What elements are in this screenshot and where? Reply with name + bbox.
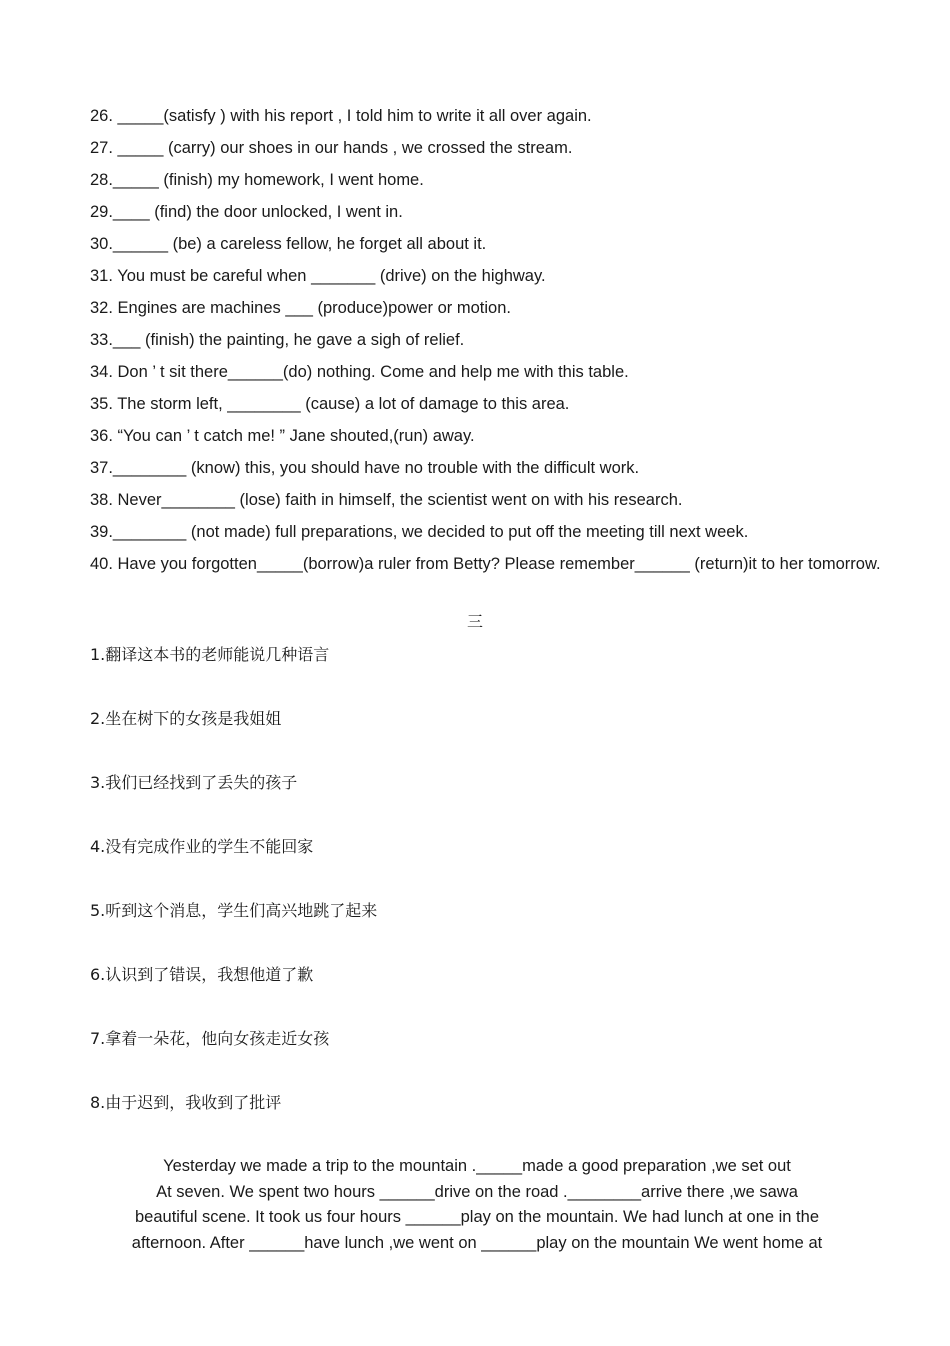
translation-item-2: 2.坐在树下的女孩是我姐姐	[90, 709, 282, 728]
translation-item-8: 8.由于迟到，我收到了批评	[90, 1093, 282, 1112]
exercise-item-27: 27. _____ (carry) our shoes in our hands , we crossed the stream.	[90, 139, 573, 157]
exercise-item-37: 37.________ (know) this, you should have no trouble with the difficult work.	[90, 459, 640, 477]
exercise-list	[90, 100, 890, 580]
exercise-item-40: 40. Have you forgotten_____(borrow)a ruler from Betty? Please remember______ (return)it to her tomorrow.	[90, 555, 881, 573]
cloze-passage	[92, 1154, 862, 1256]
exercise-item-35: 35. The storm left, ________ (cause) a lot of damage to this area.	[90, 395, 570, 413]
exercise-item-32: 32. Engines are machines ___ (produce)power or motion.	[90, 299, 511, 317]
translation-list	[90, 640, 870, 1152]
exercise-item-30: 30.______ (be) a careless fellow, he forget all about it.	[90, 235, 487, 253]
translation-item-4: 4.没有完成作业的学生不能回家	[90, 837, 314, 856]
exercise-item-34: 34. Don ’ t sit there______(do) nothing. Come and help me with this table.	[90, 363, 629, 381]
passage-line: Yesterday we made a trip to the mountain ._____made a good preparation ,we set out	[163, 1157, 791, 1175]
passage-line: afternoon. After ______have lunch ,we went on ______play on the mountain We went home at	[131, 1233, 823, 1252]
section-heading: 三	[466, 612, 483, 631]
translation-item-3: 3.我们已经找到了丢失的孩子	[90, 773, 298, 792]
translation-item-6: 6.认识到了错误，我想他道了歉	[90, 965, 314, 984]
exercise-item-36: 36. “You can ’ t catch me! ” Jane shouted,(run) away.	[90, 427, 475, 445]
exercise-item-33: 33.___ (finish) the painting, he gave a sigh of relief.	[90, 331, 465, 349]
exercise-item-28: 28._____ (finish) my homework, I went home.	[90, 171, 424, 189]
passage-line: At seven. We spent two hours ______drive on the road .________arrive there ,we sawa	[156, 1182, 798, 1201]
exercise-item-38: 38. Never________ (lose) faith in himself, the scientist went on with his research.	[90, 491, 683, 509]
translation-item-1: 1.翻译这本书的老师能说几种语言	[90, 645, 330, 664]
exercise-item-29: 29.____ (find) the door unlocked, I went in.	[90, 203, 403, 221]
exercise-item-26: 26. _____(satisfy ) with his report , I told him to write it all over again.	[90, 107, 592, 125]
translation-item-5: 5.听到这个消息，学生们高兴地跳了起来	[90, 901, 378, 920]
translation-item-7: 7.拿着一朵花，他向女孩走近女孩	[90, 1029, 330, 1048]
passage-line: beautiful scene. It took us four hours ______play on the mountain. We had lunch at one in the	[135, 1208, 819, 1226]
exercise-item-39: 39.________ (not made) full preparations, we decided to put off the meeting till next week.	[90, 523, 749, 541]
exercise-item-31: 31. You must be careful when _______ (drive) on the highway.	[90, 267, 546, 285]
